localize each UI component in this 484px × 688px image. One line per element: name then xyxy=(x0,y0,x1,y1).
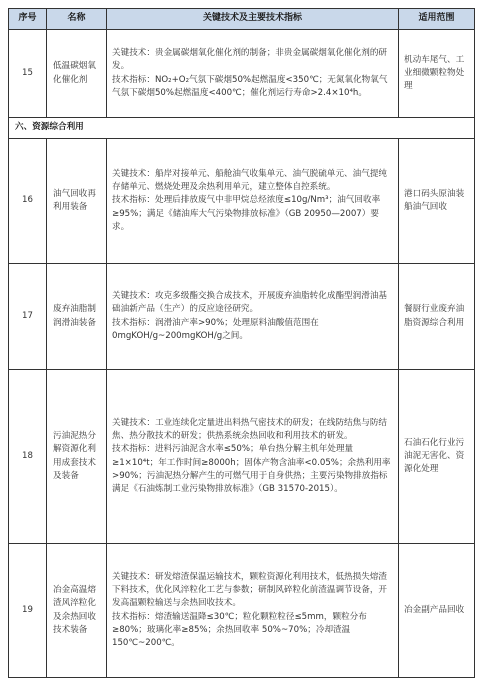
header-tech: 关键技术及主要技术指标 xyxy=(107,9,399,30)
row-scope: 机动车尾气、工业细微颗粒物处理 xyxy=(399,30,475,118)
technology-table xyxy=(8,8,475,678)
row-no: 15 xyxy=(9,30,47,118)
row-no: 18 xyxy=(9,370,47,544)
row-scope: 餐厨行业废弃油脂资源综合利用 xyxy=(399,264,475,370)
indicator-text: 技术指标：润滑油产率>90%；处理原料油酸值范围在0mgKOH/g~200mgKOH/g之间。 xyxy=(112,317,319,341)
key-tech-text: 关键技术：船岸对接单元、船舱油气收集单元、油气脱硫单元、油气提纯存储单元、燃烧处理及余热利用单元，建立整体自控系统。 xyxy=(112,168,388,193)
row-scope: 港口码头原油装船油气回收 xyxy=(399,139,475,264)
row-name: 污油泥热分解资源化利用成套技术及装备 xyxy=(47,370,107,544)
row-no: 17 xyxy=(9,264,47,370)
indicator-text: 技术指标：处理后排放废气中非甲烷总烃浓度≤10g/Nm³；油气回收率≥95%；满足《储油库大气污染物排放标准》（GB 20950—2007）要求。 xyxy=(112,195,381,232)
indicator-text: 技术指标：NO₂+O₂气氛下碳烟50%起燃温度<350℃；无氮氧化物氧气气氛下碳烟50%起燃温度<400℃；催化剂运行寿命>2.4×10⁴h。 xyxy=(112,74,388,98)
row-name: 油气回收再利用装备 xyxy=(47,139,107,264)
row-tech-cell xyxy=(107,139,399,264)
row-no: 19 xyxy=(9,544,47,678)
table-row xyxy=(9,139,475,264)
table-row xyxy=(9,264,475,370)
row-name: 低温碳烟氧化催化剂 xyxy=(47,30,107,118)
section-title: 六、资源综合利用 xyxy=(9,118,475,139)
key-tech-text: 关键技术：贵金属碳烟氧化催化剂的制备；非贵金属碳烟氧化催化剂的研发。 xyxy=(112,48,388,72)
header-name: 名称 xyxy=(47,9,107,30)
row-scope: 冶金副产品回收 xyxy=(399,544,475,678)
row-tech-cell xyxy=(107,264,399,370)
key-tech-text: 关键技术：工业连续化定量进出料热气密技术的研发；在线防结焦与防结焦、热分散技术的研发；供热系统余热回收和利用技术的研发。 xyxy=(112,417,388,442)
row-tech-cell xyxy=(107,370,399,544)
row-scope: 石油石化行业污油泥无害化、资源化处理 xyxy=(399,370,475,544)
table-row xyxy=(9,544,475,678)
table-row xyxy=(9,370,475,544)
header-scope: 适用范围 xyxy=(399,9,475,30)
row-tech-cell xyxy=(107,544,399,678)
table-header-row xyxy=(9,9,475,30)
table-row xyxy=(9,30,475,118)
section-row xyxy=(9,118,475,139)
row-no: 16 xyxy=(9,139,47,264)
header-no: 序号 xyxy=(9,9,47,30)
key-tech-text: 关键技术：攻克多级酯交换合成技术，开展废弃油脂转化成酯型润滑油基础油新产品（生产）的反应途径研究。 xyxy=(112,291,388,315)
key-tech-text: 关键技术：研发熔渣保温运输技术，颗粒资源化利用技术，低热损失熔渣下料技术，优化风淬粒化工艺与参数；研制风碎粒化前渣温调节设备，开发高温颗粒输送与余热回收技术。 xyxy=(112,571,388,609)
row-name: 废弃油脂制润滑油装备 xyxy=(47,264,107,370)
indicator-text: 技术指标：熔渣输送温降≤30℃；粒化颗粒粒径≤5mm，颗粒分布≥80%；玻璃化率≥85%；余热回收率 50%~70%；冷却渣温150℃~200℃。 xyxy=(112,611,367,648)
row-name: 冶金高温熔渣风淬粒化及余热回收技术装备 xyxy=(47,544,107,678)
row-tech-cell xyxy=(107,30,399,118)
indicator-text: 技术指标：进料污油泥含水率≤50%；单台热分解主机年处理量≥1×10⁴t；年工作时间≥8000h；固体产物含油率<0.05%；余热利用率>90%；污油泥热分解产生的可燃气用于自身供热；主要污染物排放指标满足《石油炼制工业污染物排放标准》（GB 31570-2015）。 xyxy=(112,444,391,494)
